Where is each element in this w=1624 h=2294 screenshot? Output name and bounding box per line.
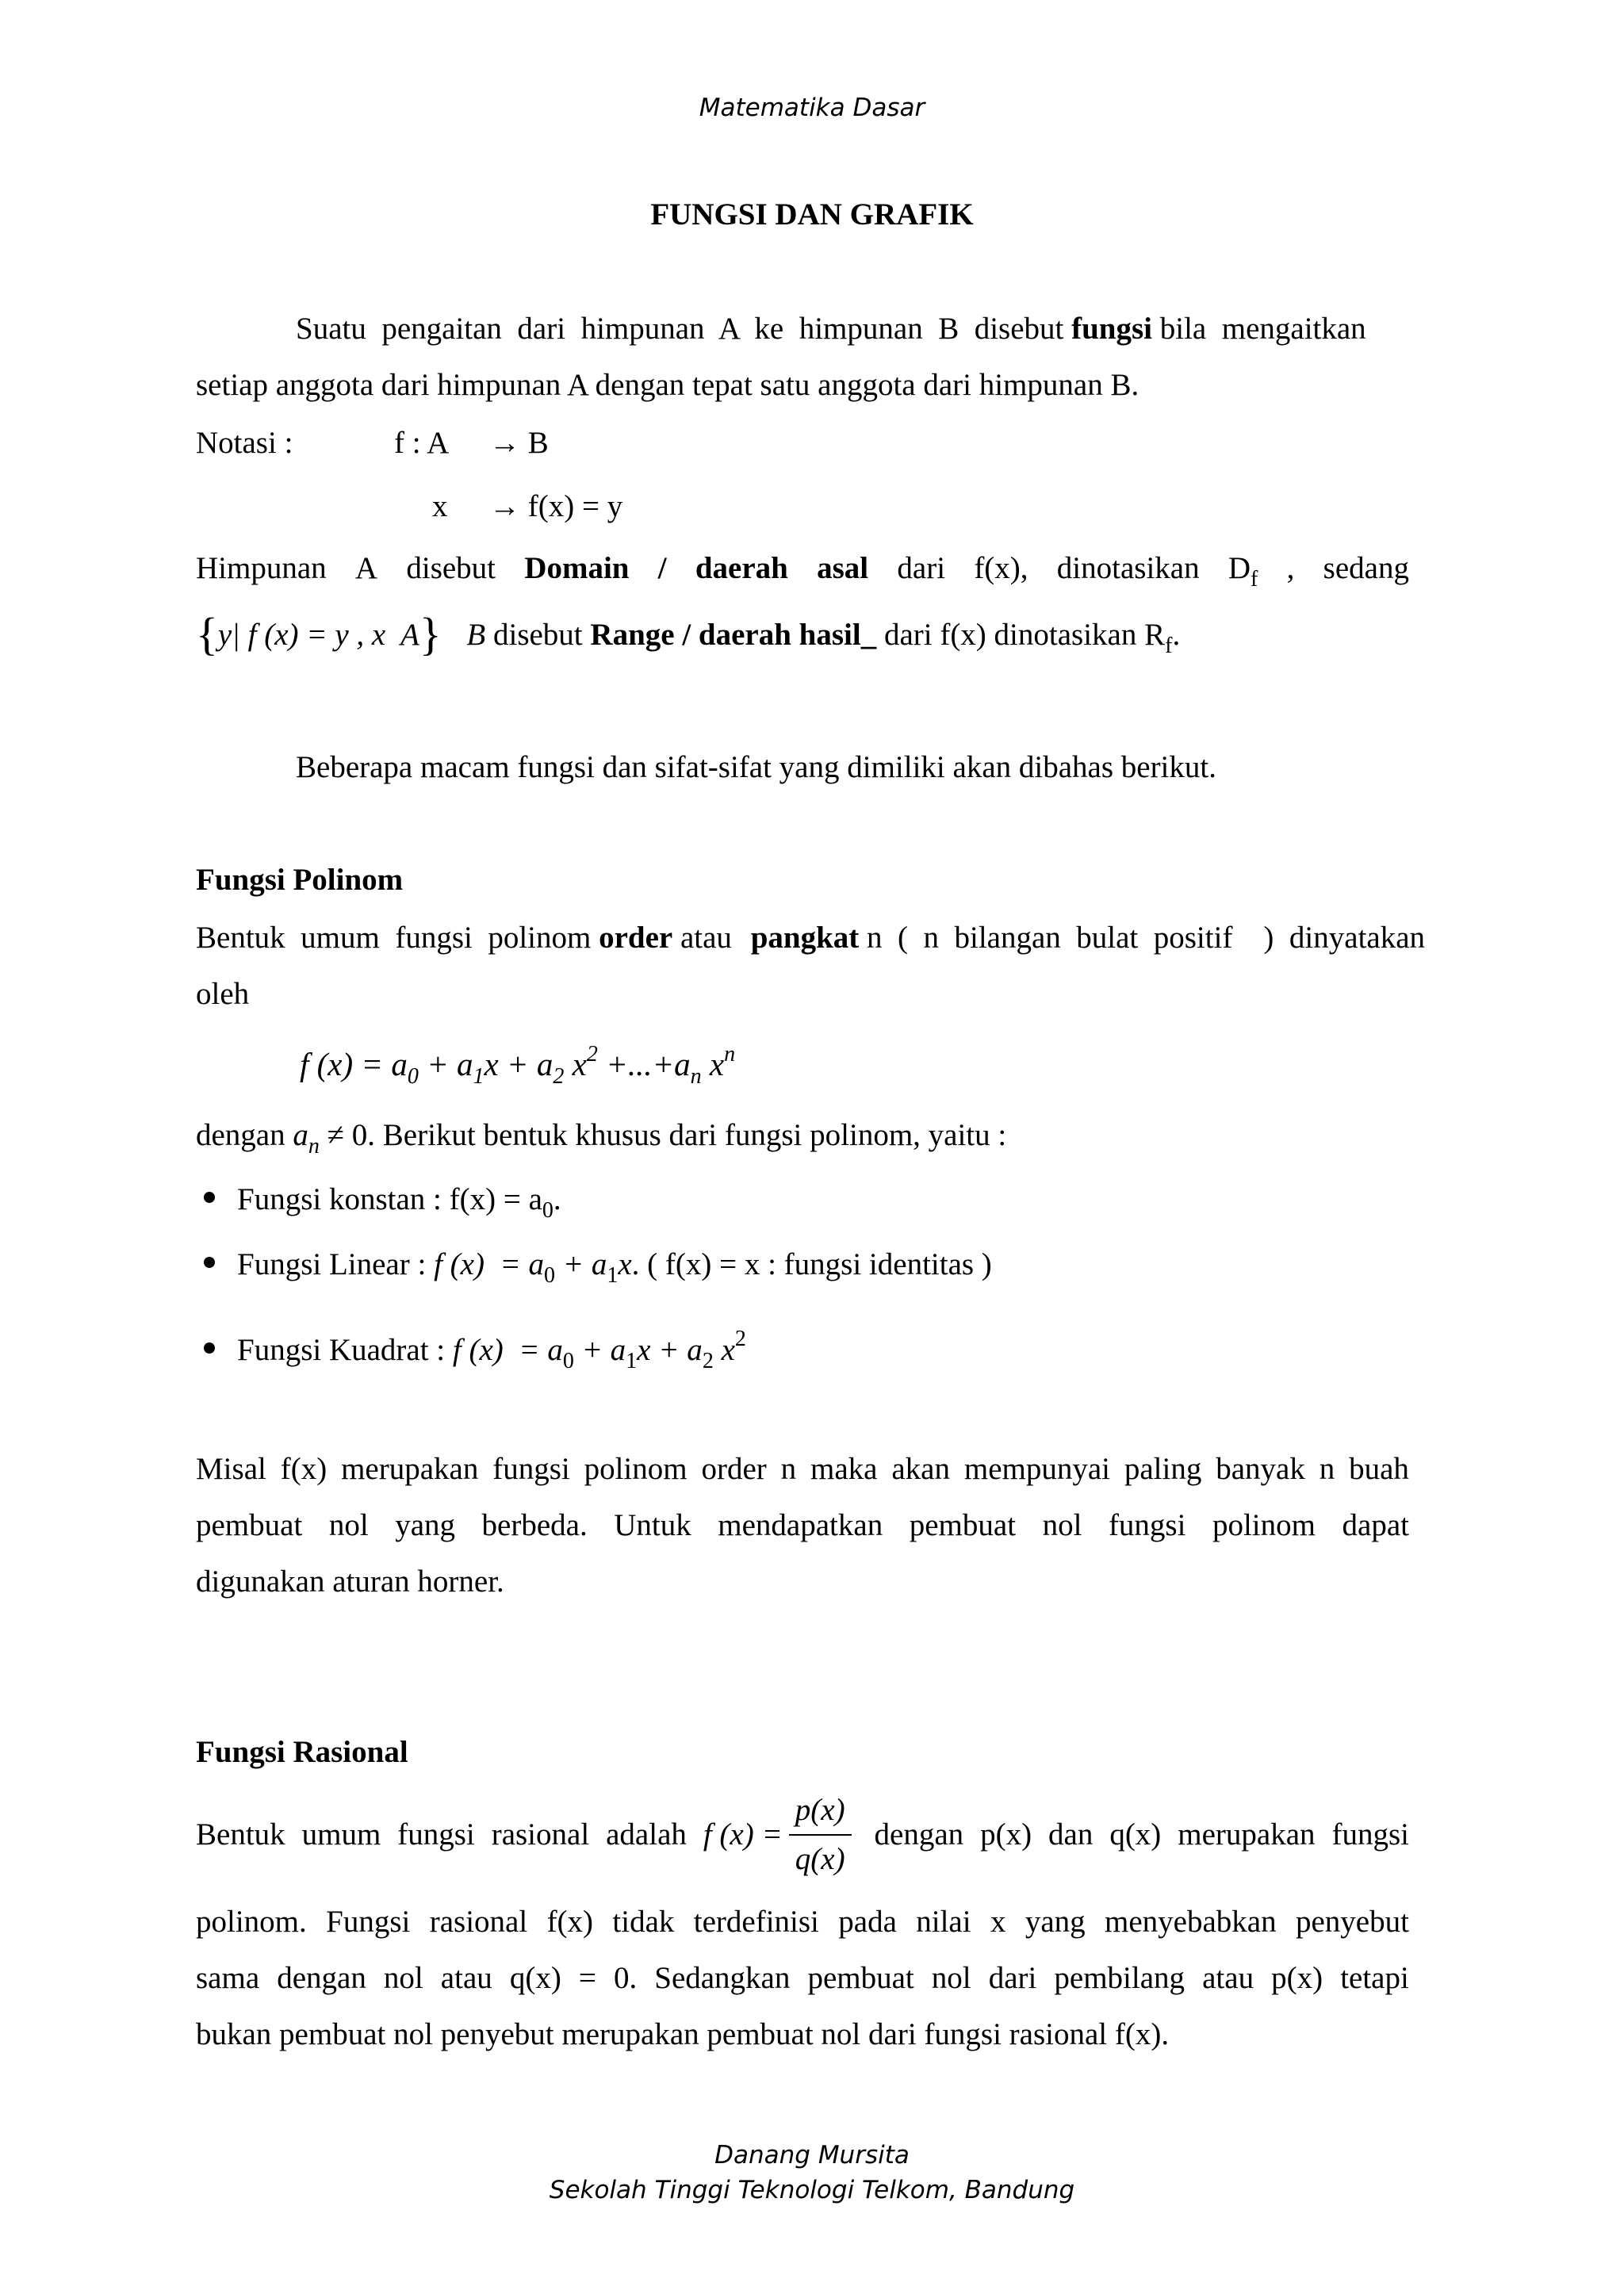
rasional-word: fungsi [397, 1817, 475, 1852]
range-text-2: dari f(x) dinotasikan R [883, 618, 1166, 652]
df-symbol [1228, 550, 1258, 592]
f-lhs: f (x) = [703, 1817, 783, 1852]
word: p(x) [1271, 1961, 1323, 1995]
word: rasional [429, 1905, 528, 1939]
text: . ( f(x) = x : fungsi identitas ) [631, 1247, 992, 1281]
an-symbol: a [293, 1118, 308, 1152]
text: atau [680, 921, 732, 955]
word: nol [383, 1961, 423, 1995]
df-main: D [1228, 551, 1251, 585]
word: Sedangkan [654, 1961, 791, 1995]
text: Fungsi Kuadrat : [237, 1333, 446, 1367]
rasional-word: rasional [491, 1817, 590, 1852]
intro-line-1 [196, 310, 1409, 348]
word: banyak [1216, 1452, 1305, 1486]
rasional-word: fungsi [1331, 1817, 1409, 1852]
word: Fungsi [326, 1905, 411, 1939]
range-text: disebut [492, 618, 583, 652]
footer-institution: Sekolah Tinggi Teknologi Telkom, Bandung [549, 2176, 1075, 2204]
bullet-fungsi-linear [204, 1247, 992, 1288]
rasional-line-1 [196, 1794, 1409, 1876]
word: dengan [277, 1961, 366, 1995]
word: menyebabkan [1105, 1905, 1277, 1939]
math: + a [555, 1247, 607, 1281]
domain-line [196, 550, 1409, 592]
word: nilai [916, 1905, 971, 1939]
sup: 2 [734, 1327, 746, 1351]
word: q(x) [509, 1961, 561, 1995]
polinom-line-2: oleh [196, 977, 250, 1011]
math: + a [573, 1333, 626, 1367]
word: Himpunan [196, 551, 327, 585]
word: tetapi [1340, 1961, 1409, 1995]
denominator: q(x) [795, 1842, 845, 1876]
term: x [564, 1046, 587, 1082]
rasional-line-3 [196, 1959, 1409, 1997]
rasional-word: merupakan [1178, 1817, 1316, 1852]
sub: 2 [702, 1349, 714, 1373]
term: x + a [484, 1046, 553, 1082]
word: pembuat [909, 1508, 1017, 1542]
word: disebut [406, 551, 496, 585]
intro-text: Suatu pengaitan dari himpunan A ke himpunan B disebut [296, 312, 1064, 346]
sub: n [690, 1064, 702, 1089]
math: x [713, 1333, 735, 1367]
set-brace-open: { [196, 608, 218, 660]
sub: 1 [626, 1349, 638, 1373]
period: . [1172, 618, 1181, 652]
word: order [701, 1452, 767, 1486]
word: atau [440, 1961, 492, 1995]
word: maka [810, 1452, 878, 1486]
word: sama [196, 1961, 260, 1995]
footer-author: Danang Mursita [714, 2141, 910, 2170]
set-body: y| f (x) = y , x A [217, 618, 419, 652]
math: f (x) = a [434, 1247, 544, 1281]
sub: n [308, 1134, 320, 1158]
rasional-word: Bentuk [196, 1817, 285, 1852]
numerator: p(x) [789, 1791, 852, 1836]
bold-asal: asal [817, 551, 869, 585]
text: Fungsi konstan : f(x) = a [237, 1182, 542, 1216]
rasional-word: q(x) [1109, 1817, 1162, 1852]
text: . Berikut bentuk khusus dari fungsi polinom, yaitu : [367, 1118, 1007, 1152]
dengan-line [196, 1116, 1409, 1158]
word: merupakan [341, 1452, 479, 1486]
sub: 1 [607, 1263, 619, 1288]
df-sub: f [1251, 567, 1258, 592]
word: nol [931, 1961, 971, 1995]
text: . [553, 1182, 561, 1216]
rasional-line-4: bukan pembuat nol penyebut merupakan pembuat nol dari fungsi rasional f(x). [196, 2017, 1170, 2051]
intro-text-end: bila mengaitkan [1159, 312, 1366, 346]
word: polinom [1212, 1508, 1316, 1542]
intro-line-2: setiap anggota dari himpunan A dengan tepat satu anggota dari himpunan B. [196, 368, 1139, 402]
word: polinom [584, 1452, 688, 1486]
rasional-word: p(x) [980, 1817, 1032, 1852]
word: = [578, 1961, 596, 1995]
word: mempunyai [963, 1452, 1110, 1486]
word: pada [838, 1905, 897, 1939]
word: dari [988, 1961, 1037, 1995]
word: A [354, 551, 378, 585]
word: f(x) [546, 1905, 594, 1939]
bold-range: Range / daerah hasil [590, 618, 861, 652]
math: f (x) = a [452, 1333, 563, 1367]
bullet-dot [204, 1342, 215, 1354]
word: n [1319, 1452, 1335, 1486]
sub: 1 [473, 1064, 485, 1089]
word: tidak [612, 1905, 675, 1939]
bold-slash: / [657, 551, 667, 585]
rasional-word: dengan [874, 1817, 964, 1852]
word: n [780, 1452, 797, 1486]
word: atau [1202, 1961, 1254, 1995]
term: + a [418, 1046, 473, 1082]
word: polinom. [196, 1905, 307, 1939]
notation-label: Notasi : [196, 426, 293, 460]
rasional-formula [703, 1791, 858, 1878]
word: sedang [1323, 551, 1409, 585]
term: +...+a [597, 1046, 691, 1082]
sub: 0 [562, 1349, 574, 1373]
notation-row1-left: f : A [394, 426, 450, 460]
page-header: Matematika Dasar [699, 94, 925, 122]
sub: 0 [544, 1263, 555, 1288]
word: buah [1349, 1452, 1409, 1486]
sup: n [724, 1042, 736, 1067]
fraction [789, 1791, 852, 1878]
word: dinotasikan [1056, 551, 1200, 585]
word: Misal [196, 1452, 266, 1486]
bullet-fungsi-kuadrat [204, 1327, 746, 1373]
f-lhs: f (x) = a [300, 1046, 408, 1082]
text: n ( n bilangan bulat positif ) dinyatakan [867, 921, 1426, 955]
word: 0. [613, 1961, 638, 1995]
word: akan [891, 1452, 950, 1486]
word: paling [1124, 1452, 1202, 1486]
polinom-heading: Fungsi Polinom [196, 863, 404, 897]
word: penyebut [1295, 1905, 1409, 1939]
bold-domain: Domain [524, 551, 630, 585]
rf-sub: f [1165, 634, 1173, 658]
word: yang [395, 1508, 456, 1542]
sub: 2 [553, 1064, 565, 1089]
term: x [701, 1046, 725, 1082]
text: Bentuk umum fungsi polinom [196, 921, 592, 955]
misal-line-1 [196, 1450, 1409, 1488]
rasional-word: dan [1048, 1817, 1094, 1852]
word: x [990, 1905, 1006, 1939]
bullet-dot [204, 1257, 215, 1268]
sup: 2 [586, 1042, 598, 1067]
word: terdefinisi [693, 1905, 819, 1939]
word: berbeda. [481, 1508, 588, 1542]
range-line [196, 608, 1409, 660]
polinom-line-1 [196, 919, 1426, 957]
page-title: FUNGSI DAN GRAFIK [650, 197, 974, 232]
rasional-heading: Fungsi Rasional [196, 1735, 408, 1769]
word: nol [328, 1508, 369, 1542]
bullet-dot [204, 1192, 215, 1203]
notation-row2-right: → f(x) = y [489, 489, 623, 523]
beberapa-line: Beberapa macam fungsi dan sifat-sifat yang dimiliki akan dibahas berikut. [296, 750, 1216, 784]
word: nol [1042, 1508, 1082, 1542]
word: dari [897, 551, 946, 585]
rasional-line-2 [196, 1903, 1409, 1941]
misal-line-2 [196, 1507, 1409, 1545]
polinom-formula [300, 1042, 736, 1089]
underscore: _ [860, 618, 877, 652]
b-symbol: B [466, 618, 486, 652]
word: fungsi [492, 1452, 570, 1486]
rasional-word: adalah [606, 1817, 687, 1852]
word: f(x) [280, 1452, 327, 1486]
notation-row2-left: x [432, 489, 448, 523]
set-brace-close: } [419, 608, 442, 660]
bullet-fungsi-konstan [204, 1181, 561, 1223]
text: dengan [196, 1118, 285, 1152]
notation-row1-right: → B [489, 426, 549, 460]
bold-daerah: daerah [695, 551, 788, 585]
neq: ≠ 0 [319, 1118, 368, 1152]
sub: 0 [407, 1064, 419, 1089]
word: , [1286, 551, 1295, 585]
word: f(x), [974, 551, 1028, 585]
text: Fungsi Linear : [237, 1247, 427, 1281]
math: x + a [637, 1333, 703, 1367]
bold-order: order [599, 921, 673, 955]
word: pembuat [196, 1508, 303, 1542]
word: dapat [1342, 1508, 1409, 1542]
rasional-word: umum [301, 1817, 381, 1852]
word: Untuk [614, 1508, 691, 1542]
sub: 0 [542, 1198, 553, 1223]
word: pembilang [1054, 1961, 1185, 1995]
word: fungsi [1108, 1508, 1186, 1542]
math: x [618, 1247, 632, 1281]
word: pembuat [807, 1961, 914, 1995]
misal-line-3: digunakan aturan horner. [196, 1564, 504, 1599]
bold-pangkat: pangkat [750, 921, 860, 955]
word: yang [1025, 1905, 1086, 1939]
intro-bold-fungsi: fungsi [1071, 312, 1153, 346]
word: mendapatkan [718, 1508, 883, 1542]
